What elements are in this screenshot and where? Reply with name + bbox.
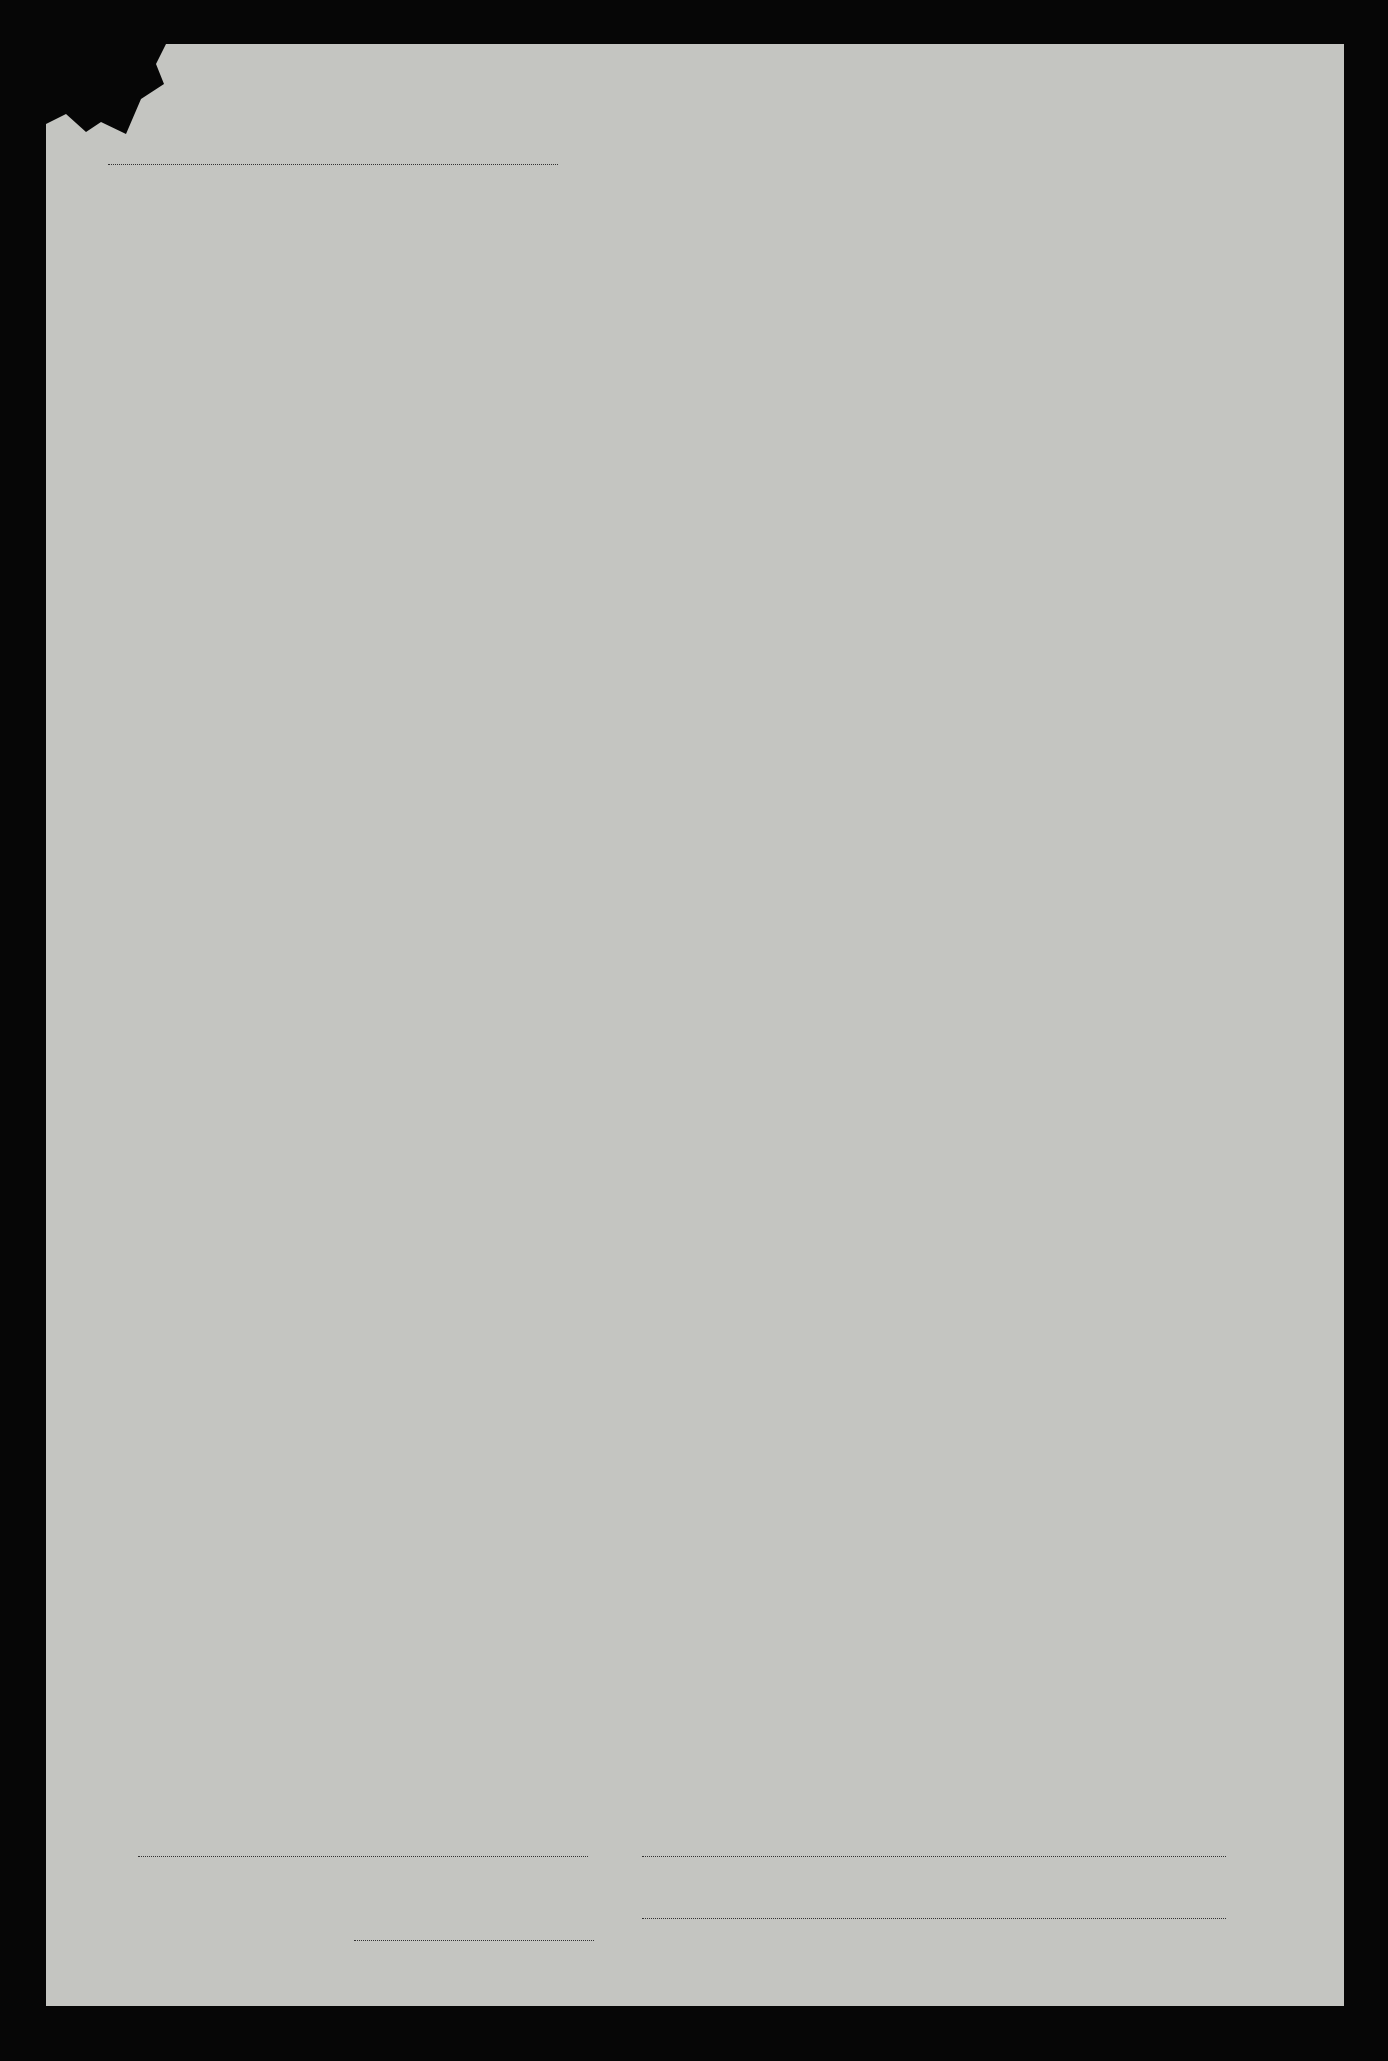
trades-table xyxy=(72,285,1304,1769)
form-sheet xyxy=(46,44,1344,2006)
signature-line xyxy=(642,1856,1226,1857)
date-dotted-line xyxy=(354,1940,594,1941)
unit-dotted-line xyxy=(138,1856,588,1857)
table-gridlines xyxy=(72,285,1304,1769)
unit-line xyxy=(108,164,558,165)
torn-corner xyxy=(46,44,166,134)
bde-line xyxy=(642,1918,1226,1919)
